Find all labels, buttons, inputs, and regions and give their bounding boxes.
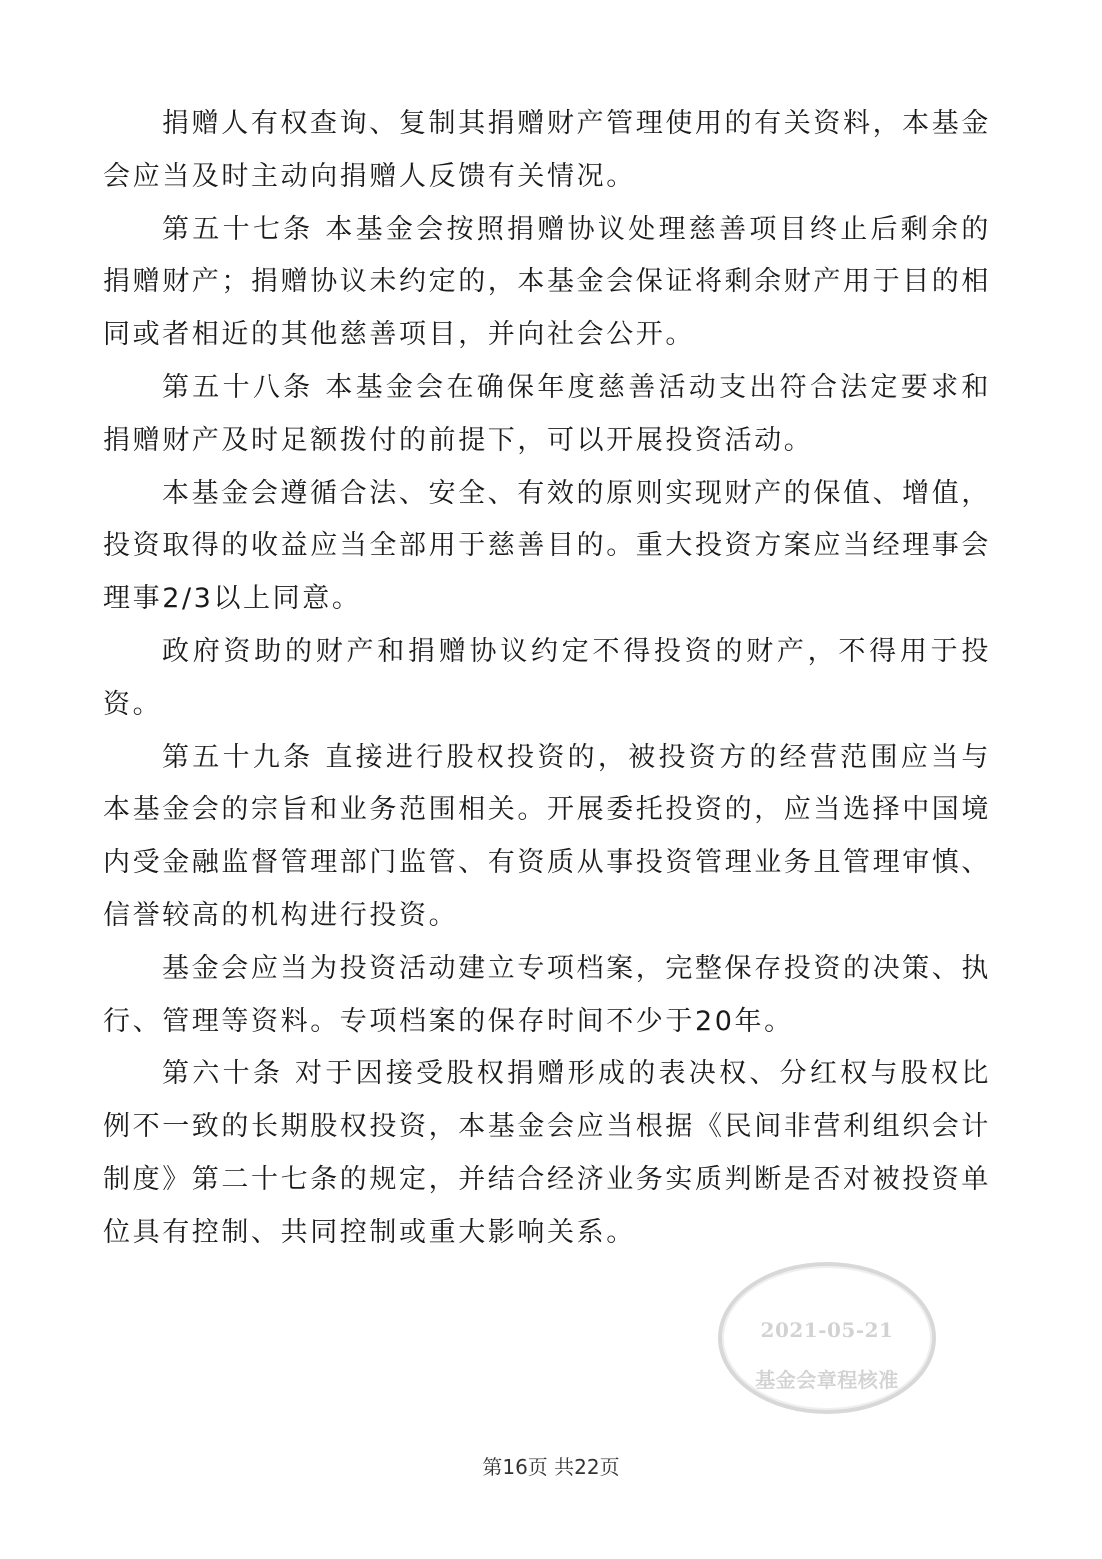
page-number: 第16页 共22页 [482,1455,620,1479]
paragraph-investment-principles: 本基金会遵循合法、安全、有效的原则实现财产的保值、增值，投资取得的收益应当全部用于慈善目的。重大投资方案应当经理事会理事2/3以上同意。 [103,477,991,615]
stamp-date: 2021-05-21 [760,1318,894,1342]
stamp-text: 基金会章程核准 [755,1368,899,1392]
paragraph-article-57: 第五十七条 本基金会按照捐赠协议处理慈善项目终止后剩余的捐赠财产；捐赠协议未约定的，本基金会保证将剩余财产用于目的相同或者相近的其他慈善项目，并向社会公开。 [103,213,991,351]
paragraph-restricted-assets: 政府资助的财产和捐赠协议约定不得投资的财产，不得用于投资。 [103,635,991,720]
document-body [103,98,991,1260]
paragraph-article-58: 第五十八条 本基金会在确保年度慈善活动支出符合法定要求和捐赠财产及时足额拨付的前提下，可以开展投资活动。 [103,371,991,456]
approval-stamp [718,1262,936,1414]
paragraph-investment-archive: 基金会应当为投资活动建立专项档案，完整保存投资的决策、执行、管理等资料。专项档案的保存时间不少于20年。 [103,952,991,1037]
paragraph-donor-rights: 捐赠人有权查询、复制其捐赠财产管理使用的有关资料，本基金会应当及时主动向捐赠人反馈有关情况。 [103,108,991,192]
paragraph-article-60: 第六十条 对于因接受股权捐赠形成的表决权、分红权与股权比例不一致的长期股权投资，本基金会应当根据《民间非营利组织会计制度》第二十七条的规定，并结合经济业务实质判断是否对被投资单位具有控制、共同控制或重大影响关系。 [103,1058,991,1248]
paragraph-article-59: 第五十九条 直接进行股权投资的，被投资方的经营范围应当与本基金会的宗旨和业务范围相关。开展委托投资的，应当选择中国境内受金融监督管理部门监管、有资质从事投资管理业务且管理审慎、信誉较高的机构进行投资。 [103,741,991,931]
